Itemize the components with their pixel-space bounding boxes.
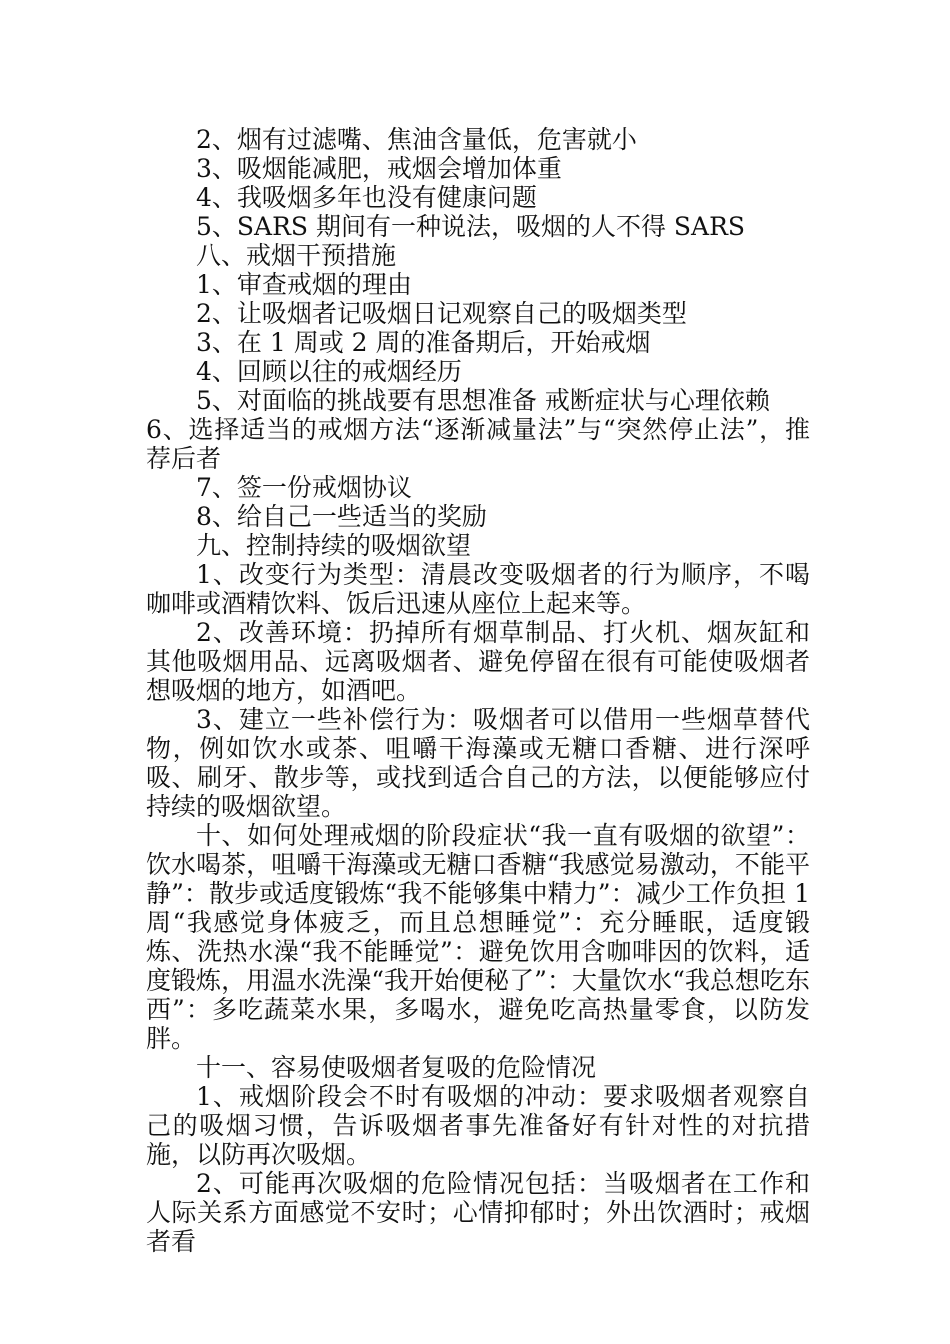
paragraph: 3、建立一些补偿行为：吸烟者可以借用一些烟草替代物，例如饮水或茶、咀嚼干海藻或无糖口香糖、进行深呼吸、刷牙、散步等，或找到适合自己的方法，以便能够应付持续的吸烟欲望。 bbox=[146, 705, 810, 821]
paragraph-section-10: 十、如何处理戒烟的阶段症状“我一直有吸烟的欲望”：饮水喝茶，咀嚼干海藻或无糖口香糖“我感觉易激动，不能平静”：散步或适度锻炼“我不能够集中精力”：减少工作负担 1 周“我感觉身体疲乏，而且总想睡觉”：充分睡眠，适度锻炼、洗热水澡“我不能睡觉”：避免饮用含咖啡因的饮料，适度锻炼，用温水洗澡“我开始便秘了”：大量饮水“我总想吃东西”：多吃蔬菜水果，多喝水，避免吃高热量零食，以防发胖。 bbox=[146, 821, 810, 1053]
text-line: 5、SARS 期间有一种说法，吸烟的人不得 SARS bbox=[196, 212, 746, 241]
text-line: 3、吸烟能减肥，戒烟会增加体重 bbox=[196, 154, 562, 183]
document-page bbox=[146, 125, 810, 1256]
section-heading-8: 八、戒烟干预措施 bbox=[196, 241, 397, 270]
paragraph: 2、可能再次吸烟的危险情况包括：当吸烟者在工作和人际关系方面感觉不安时；心情抑郁时；外出饮酒时；戒烟者看 bbox=[146, 1169, 810, 1256]
section-heading-11: 十一、容易使吸烟者复吸的危险情况 bbox=[196, 1053, 597, 1082]
paragraph: 1、改变行为类型：清晨改变吸烟者的行为顺序，不喝咖啡或酒精饮料、饭后迅速从座位上起来等。 bbox=[146, 560, 810, 618]
text-line: 4、我吸烟多年也没有健康问题 bbox=[196, 183, 537, 212]
section-heading-9: 九、控制持续的吸烟欲望 bbox=[196, 531, 472, 560]
list-item: 2、让吸烟者记吸烟日记观察自己的吸烟类型 bbox=[196, 299, 687, 328]
paragraph: 1、戒烟阶段会不时有吸烟的冲动：要求吸烟者观察自己的吸烟习惯，告诉吸烟者事先准备好有针对性的对抗措施，以防再次吸烟。 bbox=[146, 1082, 810, 1169]
list-item: 4、回顾以往的戒烟经历 bbox=[196, 357, 462, 386]
paragraph: 2、改善环境：扔掉所有烟草制品、打火机、烟灰缸和其他吸烟用品、远离吸烟者、避免停留在很有可能使吸烟者想吸烟的地方，如酒吧。 bbox=[146, 618, 810, 705]
list-item: 1、审查戒烟的理由 bbox=[196, 270, 412, 299]
text-line: 2、烟有过滤嘴、焦油含量低，危害就小 bbox=[196, 125, 637, 154]
list-item: 7、签一份戒烟协议 bbox=[196, 473, 412, 502]
list-item: 6、选择适当的戒烟方法“逐渐减量法”与“突然停止法”，推荐后者 bbox=[146, 415, 810, 473]
list-item: 5、对面临的挑战要有思想准备 戒断症状与心理依赖 bbox=[196, 386, 770, 415]
list-item: 8、给自己一些适当的奖励 bbox=[196, 502, 487, 531]
list-item: 3、在 1 周或 2 周的准备期后，开始戒烟 bbox=[196, 328, 651, 357]
